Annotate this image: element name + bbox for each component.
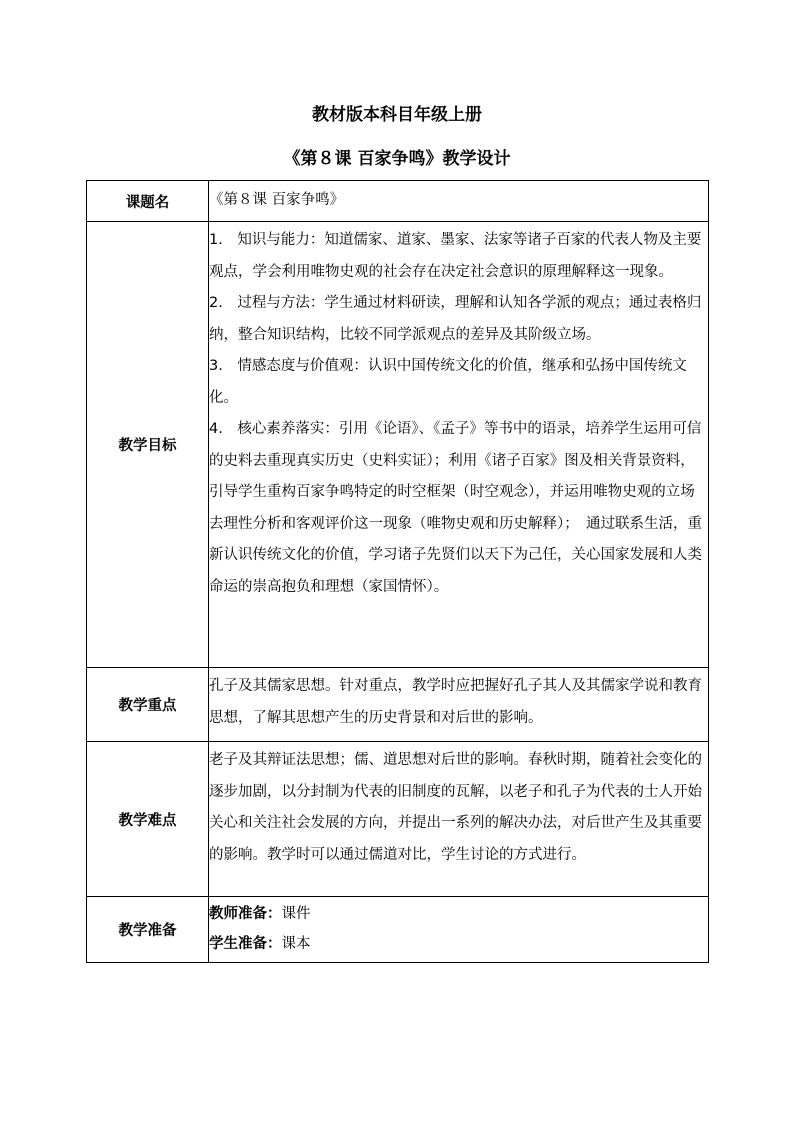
table-row [87, 742, 709, 897]
key-points-value: 孔子及其儒家思想。针对重点，教学时应把握好孔子其人及其儒家学说和教育思想，了解其思想产生的历史背景和对后世的影响。 [209, 668, 709, 742]
lesson-title: 《第８课 百家争鸣》教学设计 [283, 149, 511, 169]
goal-item: 3. 情感态度与价值观：认识中国传统文化的价值，继承和弘扬中国传统文化。 [209, 358, 687, 406]
table-row [87, 897, 709, 963]
goals-content [209, 222, 709, 668]
goal-item: 1. 知识与能力：知道儒家、道家、墨家、法家等诸子百家的代表人物及主要观点，学会利用唯物史观的社会存在决定社会意识的原理解释这一现象。 [209, 232, 702, 280]
difficulties-value: 老子及其辩证法思想；儒、道思想对后世的影响。春秋时期，随着社会变化的逐步加剧，以分封制为代表的旧制度的瓦解，以老子和孔子为代表的士人开始关心和关注社会发展的方向，并提出一系列的解决办法，对后世产生及其重要的影响。教学时可以通过儒道对比，学生讨论的方式进行。 [209, 742, 709, 897]
table-row [87, 222, 709, 668]
goals-label: 教学目标 [87, 222, 209, 668]
goal-item: 4. 核心素养落实：引用《论语》、《孟子》等书中的语录，培养学生运用可信的史料去重现真实历史（史料实证）；利用《诸子百家》图及相关背景资料，引导学生重构百家争鸣特定的时空框架（时空观念），并运用唯物史观的立场去理性分析和客观评价这一现象（唯物史观和历史解释）； 通过联系生活，重新认识传统文化的价值，学习诸子先贤们以天下为己任，关心国家发展和人类命运的崇高抱负和理想（家国情怀）。 [209, 421, 702, 595]
student-prep-value: 课本 [281, 936, 311, 952]
preparation-label: 教学准备 [87, 897, 209, 963]
key-points-label: 教学重点 [87, 668, 209, 742]
table-row [87, 668, 709, 742]
document-title: 教材版本科目年级上册 [312, 105, 482, 125]
student-prep-line [209, 929, 708, 959]
student-prep-label: 学生准备： [209, 936, 282, 952]
preparation-content [209, 897, 709, 963]
teacher-prep-line [209, 899, 708, 929]
teacher-prep-value: 课件 [281, 906, 311, 922]
lesson-plan-table [86, 180, 709, 963]
lesson-name-label: 课题名 [87, 181, 209, 222]
teacher-prep-label: 教师准备： [209, 906, 282, 922]
difficulties-label: 教学难点 [87, 742, 209, 897]
table-row [87, 181, 709, 222]
goal-item: 2. 过程与方法：学生通过材料研读，理解和认知各学派的观点；通过表格归纳，整合知识结构，比较不同学派观点的差异及其阶级立场。 [209, 295, 702, 343]
lesson-name-value: 《第８课 百家争鸣》 [209, 181, 709, 222]
